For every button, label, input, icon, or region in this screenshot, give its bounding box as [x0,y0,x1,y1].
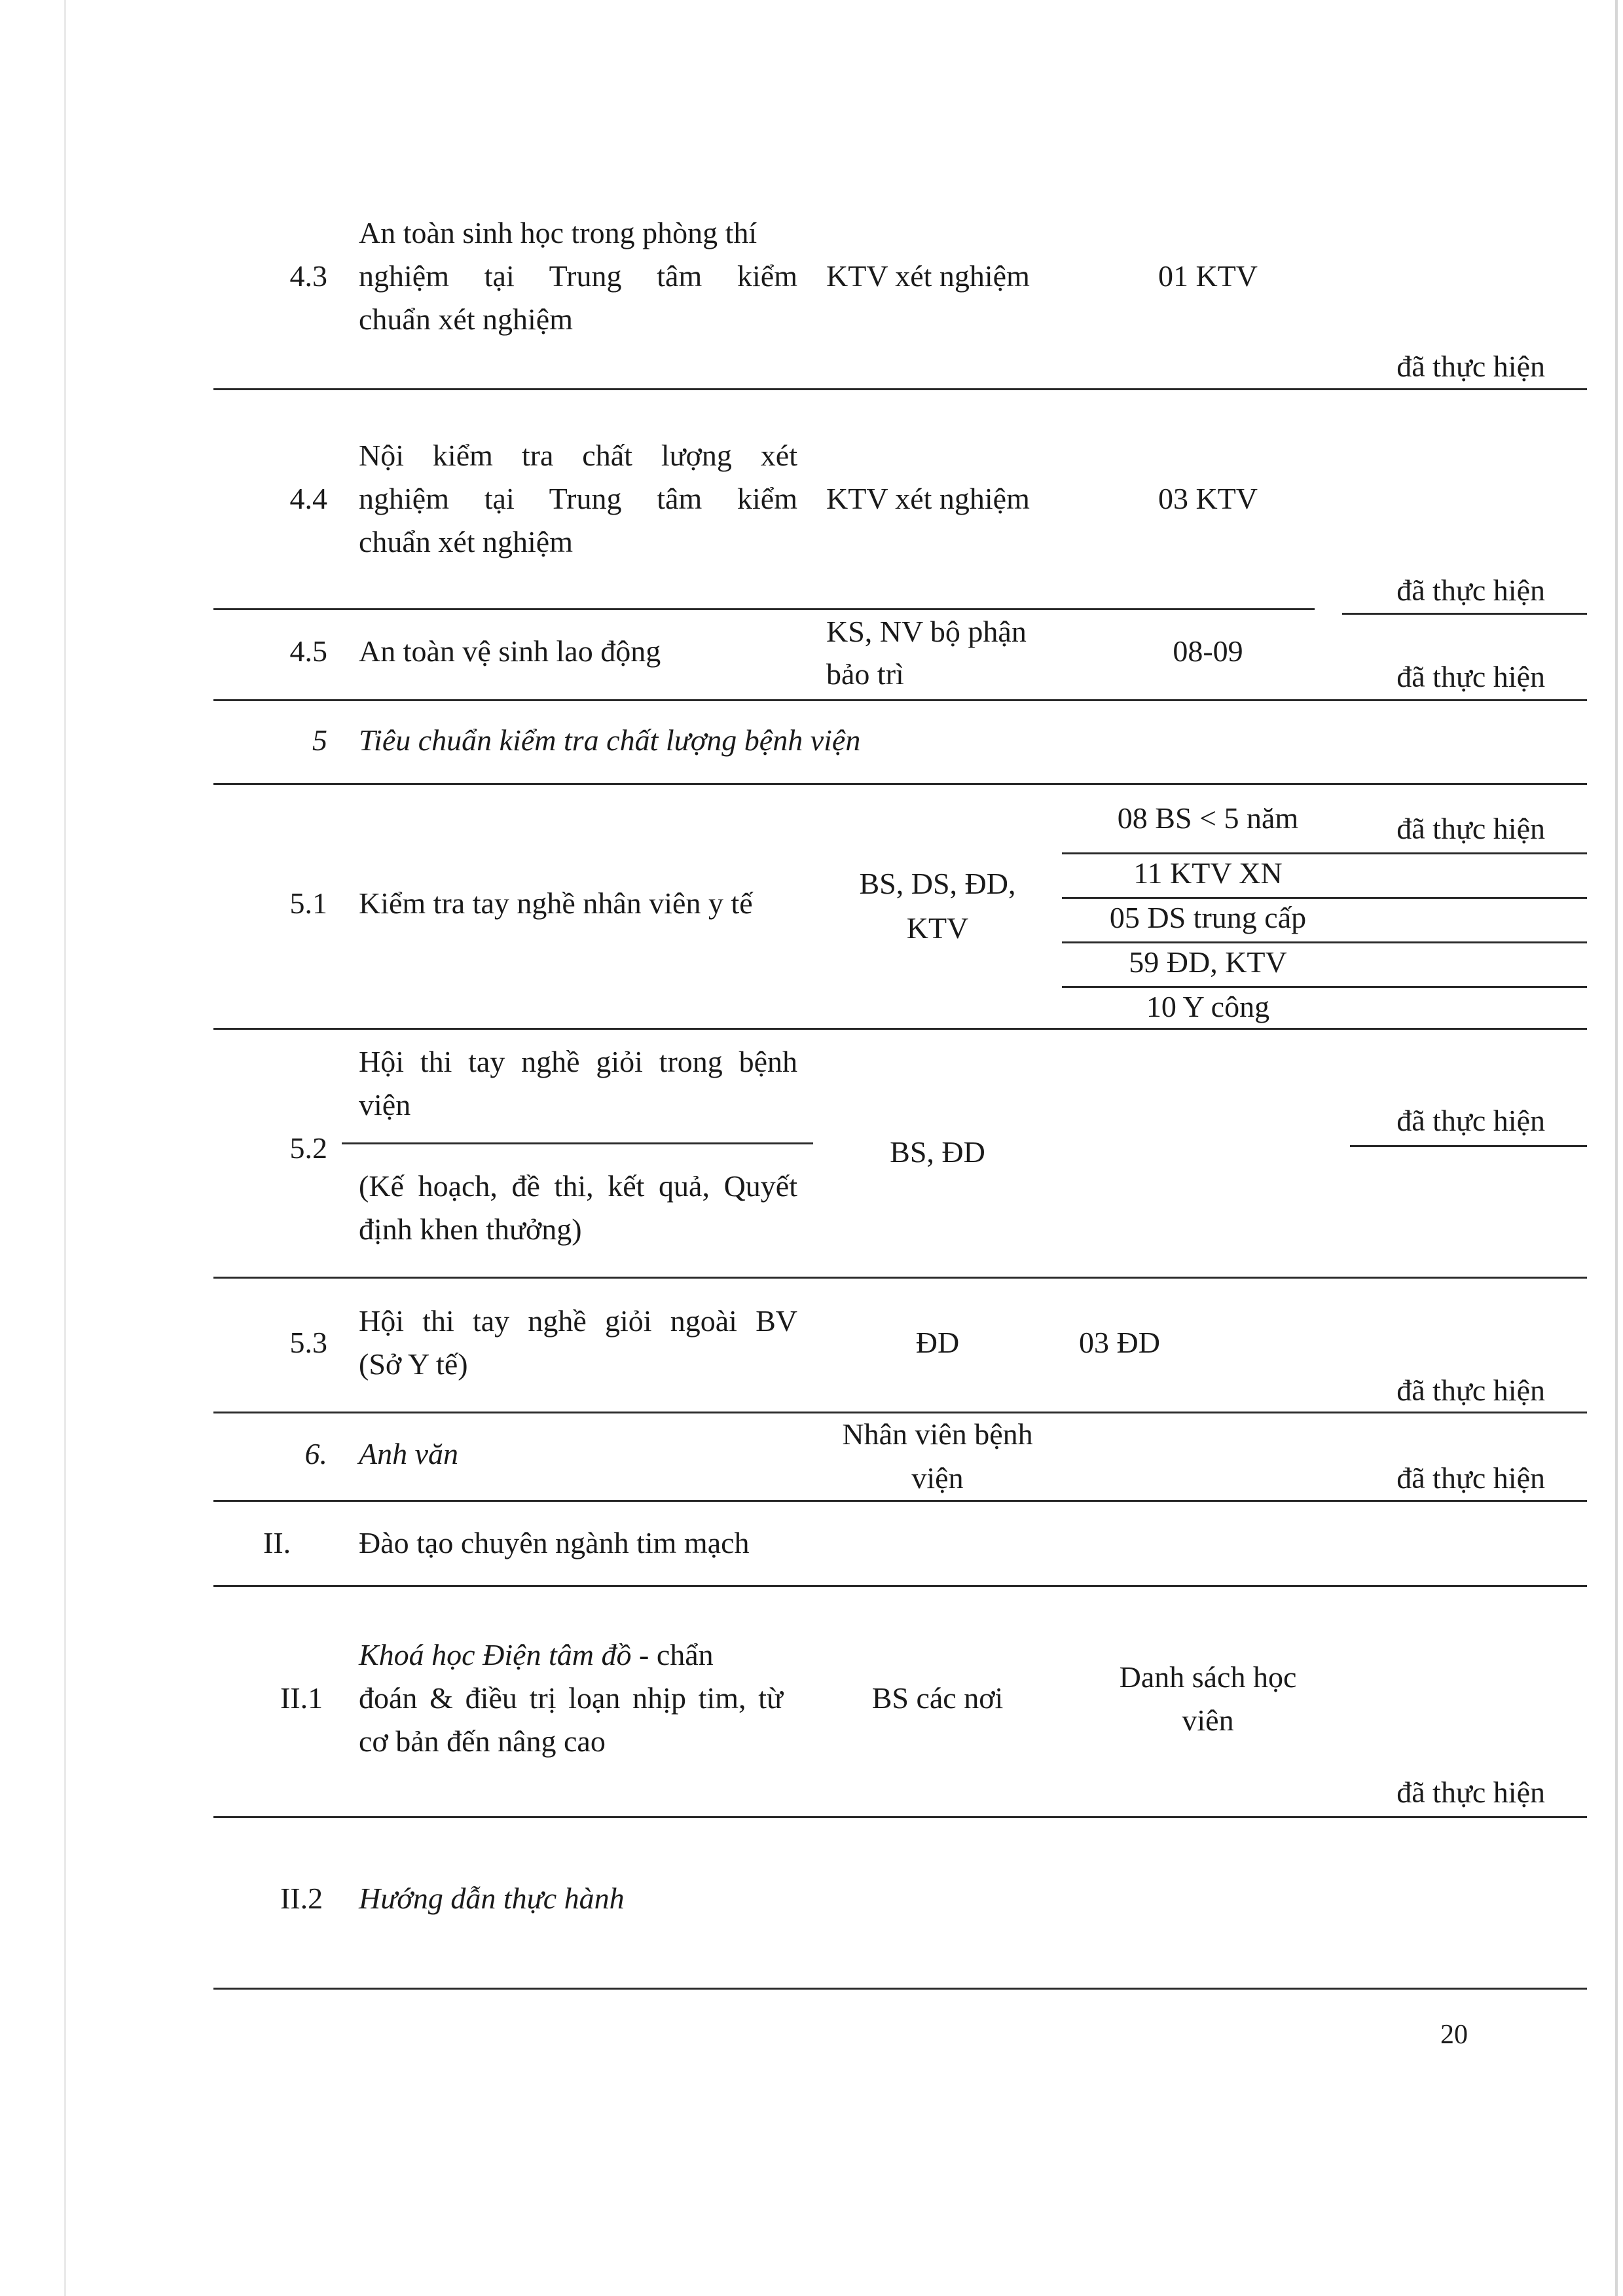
row-target-line: viện [911,1461,964,1495]
course-title: Khoá học Điện tâm đồ [359,1638,632,1671]
status-badge: đã thực hiện [1396,1104,1545,1137]
row-content-line: định khen thưởng) [359,1212,582,1246]
row-count: 08-09 [1173,634,1243,668]
row-subdivider [1350,1145,1587,1147]
row-number: 5.2 [289,1131,327,1165]
scan-edge-right [1615,0,1618,2296]
row-content: Đào tạo chuyên ngành tim mạch [359,1526,750,1559]
status-badge: đã thực hiện [1396,660,1545,693]
row-divider [1342,613,1587,615]
row-content: Anh văn [359,1437,459,1470]
row-content: Kiểm tra tay nghề nhân viên y tế [359,886,753,920]
row-number: II. [263,1526,291,1559]
row-content: An toàn vệ sinh lao động [359,634,661,668]
row-divider [213,1277,1587,1279]
row-subdivider [342,1142,813,1144]
row-count-item: 05 DS trung cấp [1109,901,1307,934]
row-divider [213,783,1587,785]
row-divider [213,1500,1587,1502]
row-divider [213,388,1587,390]
row-number: 4.4 [289,482,327,515]
row-target-line: BS, DS, ĐD, [859,867,1016,900]
row-count-item: 59 ĐD, KTV [1129,945,1287,979]
row-content-line: nghiệm tại Trung tâm kiểm [359,259,797,293]
status-badge: đã thực hiện [1396,812,1545,845]
status-badge: đã thực hiện [1396,350,1545,383]
row-content-line: nghiệm tại Trung tâm kiểm [359,482,797,515]
row-number: 4.5 [289,634,327,668]
row-count: 03 KTV [1158,482,1258,515]
row-content-line: (Sở Y tế) [359,1347,468,1381]
row-number: 5 [312,723,327,757]
row-content-line: chuẩn xét nghiệm [359,525,574,558]
row-target-line: bảo trì [826,657,904,691]
course-title-suffix: - chẩn [631,1638,714,1671]
row-number: II.2 [280,1882,323,1915]
row-content: Hướng dẫn thực hành [359,1882,625,1915]
count-divider [1062,897,1587,899]
count-divider [1062,986,1587,988]
row-content-line: Hội thi tay nghề giỏi trong bệnh [359,1045,797,1078]
status-badge: đã thực hiện [1396,1776,1545,1809]
row-number: 4.3 [289,259,327,293]
row-count-item: 10 Y công [1146,990,1270,1023]
row-count-line: Danh sách học [1119,1660,1297,1694]
row-number: II.1 [280,1681,323,1715]
row-content-line: viện [359,1088,411,1121]
row-content-line: đoán & điều trị loạn nhịp tim, từ [359,1681,783,1715]
row-content: Tiêu chuẩn kiểm tra chất lượng bệnh viện [359,723,861,757]
row-count: 01 KTV [1158,259,1258,293]
row-number: 5.1 [289,886,327,920]
status-badge: đã thực hiện [1396,1461,1545,1495]
row-target: KTV xét nghiệm [826,259,1030,293]
row-target: BS, ĐD [890,1135,985,1169]
row-content-line: (Kế hoạch, đề thi, kết quả, Quyết [359,1169,797,1203]
row-target: ĐD [915,1326,960,1359]
status-badge: đã thực hiện [1396,574,1545,607]
row-number: 5.3 [289,1326,327,1359]
row-divider [213,608,1315,610]
row-content-line: cơ bản đến nâng cao [359,1724,606,1758]
scan-edge-left [64,0,66,2296]
row-target-line: Nhân viên bệnh [842,1417,1033,1451]
row-target-line: KS, NV bộ phận [826,615,1027,648]
row-divider [213,1816,1587,1818]
row-count-item: 11 KTV XN [1133,856,1283,890]
row-target: BS các nơi [871,1681,1004,1715]
row-count-line: viên [1182,1704,1234,1737]
row-count: 03 ĐD [1079,1326,1160,1359]
row-content-line: Nội kiểm tra chất lượng xét [359,439,797,472]
row-target-line: KTV [906,911,969,945]
status-badge: đã thực hiện [1396,1374,1545,1407]
row-content-line: An toàn sinh học trong phòng thí [359,216,757,249]
row-divider [213,1028,1587,1030]
row-divider [213,699,1587,701]
row-target: KTV xét nghiệm [826,482,1030,515]
row-count-item: 08 BS < 5 năm [1117,801,1299,835]
row-content-line: chuẩn xét nghiệm [359,302,574,336]
count-divider [1062,852,1587,854]
row-divider [213,1585,1587,1587]
row-divider [213,1988,1587,1990]
page-number: 20 [1440,2020,1468,2050]
row-content-line [359,1634,714,1676]
row-number: 6. [304,1437,327,1470]
row-content-line: Hội thi tay nghề giỏi ngoài BV [359,1304,797,1338]
count-divider [1062,941,1587,943]
